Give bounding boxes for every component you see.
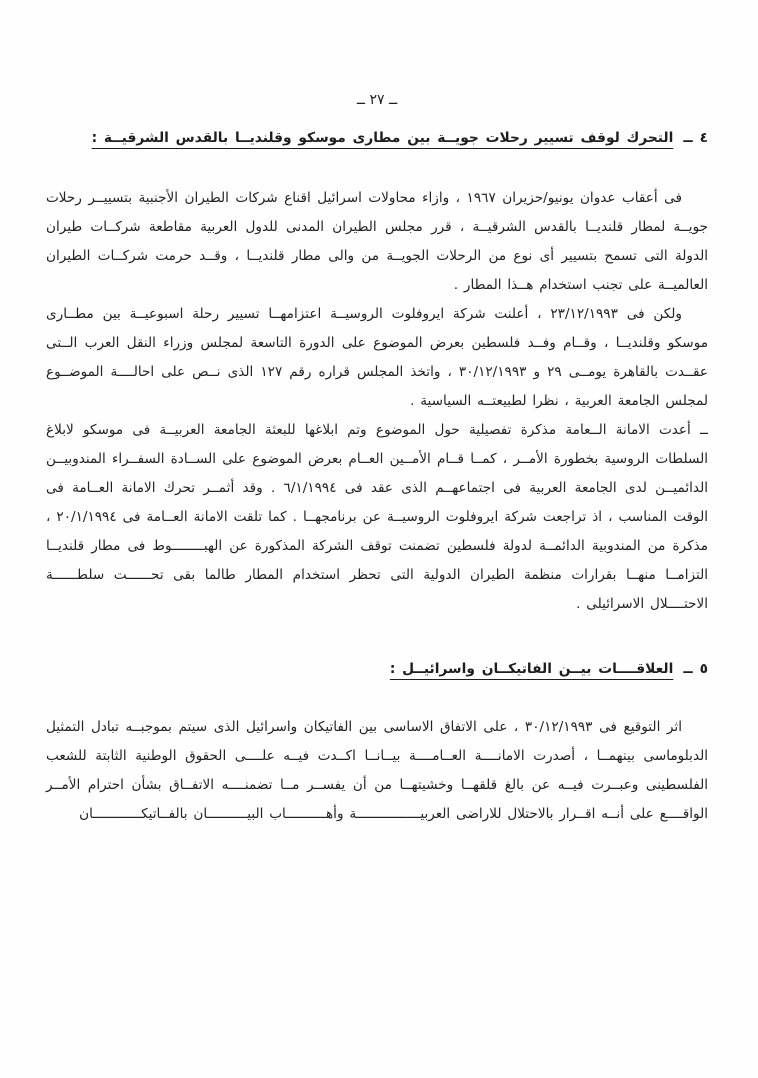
paragraph: اثر التوقيع فى ٣٠/١٢/١٩٩٣ ، على الاتفاق الاساسى بين الفاتيكان واسرائيل الذى سيتم بموجبــه تبادل التمثيل الدبلوماسى بينهمــا ، أصدرت الامانــــة العــامــــة بيــانــا اكــدت فيــه علــــى الحقوق الوطنية الثابتة للشعب الفلسطينى وعبــرت فيــه عن بالغ قلقهــا وخشيتهــا من أن يفســر مــا تضمنــــه الاتفــاق بشأن احترام الأمــر الواقــــع على أنــه اقــرار بالاحتلال للاراضى العربيــــــــــــــــة وأهــــــــــاب البيــــــــــان بالفــاتيكــــــــــــان	[46, 719, 708, 822]
document-content	[46, 92, 708, 829]
section-4-heading	[46, 126, 708, 150]
paragraph: ــ أعدت الامانة الــعامة مذكرة تفصيلية حول الموضوع وتم ابلاغها للبعثة الجامعة العربيــة فى موسكو لابلاغ السلطات الروسية بخطورة الأمــر ، كمــا قــام الأمــين العــام بعرض الموضوع على الســادة السفــراء المندوبيــن الدائميــن لدى الجامعة العربية فى اجتماعهــم الذى عقد فى ٦/١/١٩٩٤ . وقد أثمــر تحرك الامانة العــامة فى الوقت المناسب ، اذ تراجعت شركة ايروفلوت الروسيــة عن برنامجهــا . كما تلقت الامانة العــامة فى ٢٠/١/١٩٩٤ ، مذكرة من المندوبية الدائمــة لدولة فلسطين تضمنت توقف الشركة المذكورة عن الهبــــــــوط فى مطار قلنديــا التزامــا منهــا بقرارات منظمة الطيران الدولية التى تحظر استخدام المطار طالما بقى تحــــــت سلطــــــة الاحتــــلال الاسرائيلى .	[46, 422, 708, 612]
section-5-number: ٥ ــ	[683, 661, 708, 677]
page-number: ــ ٢٧ ــ	[356, 92, 398, 108]
section-4-number: ٤ ــ	[683, 130, 708, 146]
section-4-title: التحرك لوقف تسيير رحلات جويــة بين مطارى موسكو وقلنديــا بالقدس الشرقيــة :	[91, 130, 674, 146]
section-5-heading	[46, 657, 708, 681]
section-5-title: العلاقــــات بيــن الفاتيكــان واسرائيــل :	[389, 661, 674, 677]
paragraph: ولكن فى ٢٣/١٢/١٩٩٣ ، أعلنت شركة ايروفلوت الروسيــة اعتزامهــا تسيير رحلة اسبوعيــة بين مطــارى موسكو وقلنديــا ، وقــام وفــد فلسطين بعرض الموضوع على الدورة التاسعة لمجلس وزراء النقل العرب الــتى عقــدت بالقاهرة يومــى ٢٩ و ٣٠/١٢/١٩٩٣ ، واتخذ المجلس قراره رقم ١٢٧ الذى نــص على احالــــة الموضــوع لمجلس الجامعة العربية ، نظرا لطبيعتــه السياسية .	[46, 306, 708, 409]
section-vatican-israel	[46, 657, 708, 829]
section-flights-qalandia	[46, 126, 708, 619]
paragraph: فى أعقاب عدوان يونيو/حزيران ١٩٦٧ ، وازاء محاولات اسرائيل اقناع شركات الطيران الأجنبية بتسييــر رحلات جويــة لمطار قلنديــا بالقدس الشرقيــة ، قرر مجلس الطيران المدنى للدول العربية مقاطعة شركــات طيران الدولة التى تسمح بتسيير أى نوع من الرحلات الجويــة من والى مطار قلنديــا ، وقــد حرمت شركــات الطيران العالميــة على تجنب استخدام هــذا المطار .	[46, 190, 708, 293]
